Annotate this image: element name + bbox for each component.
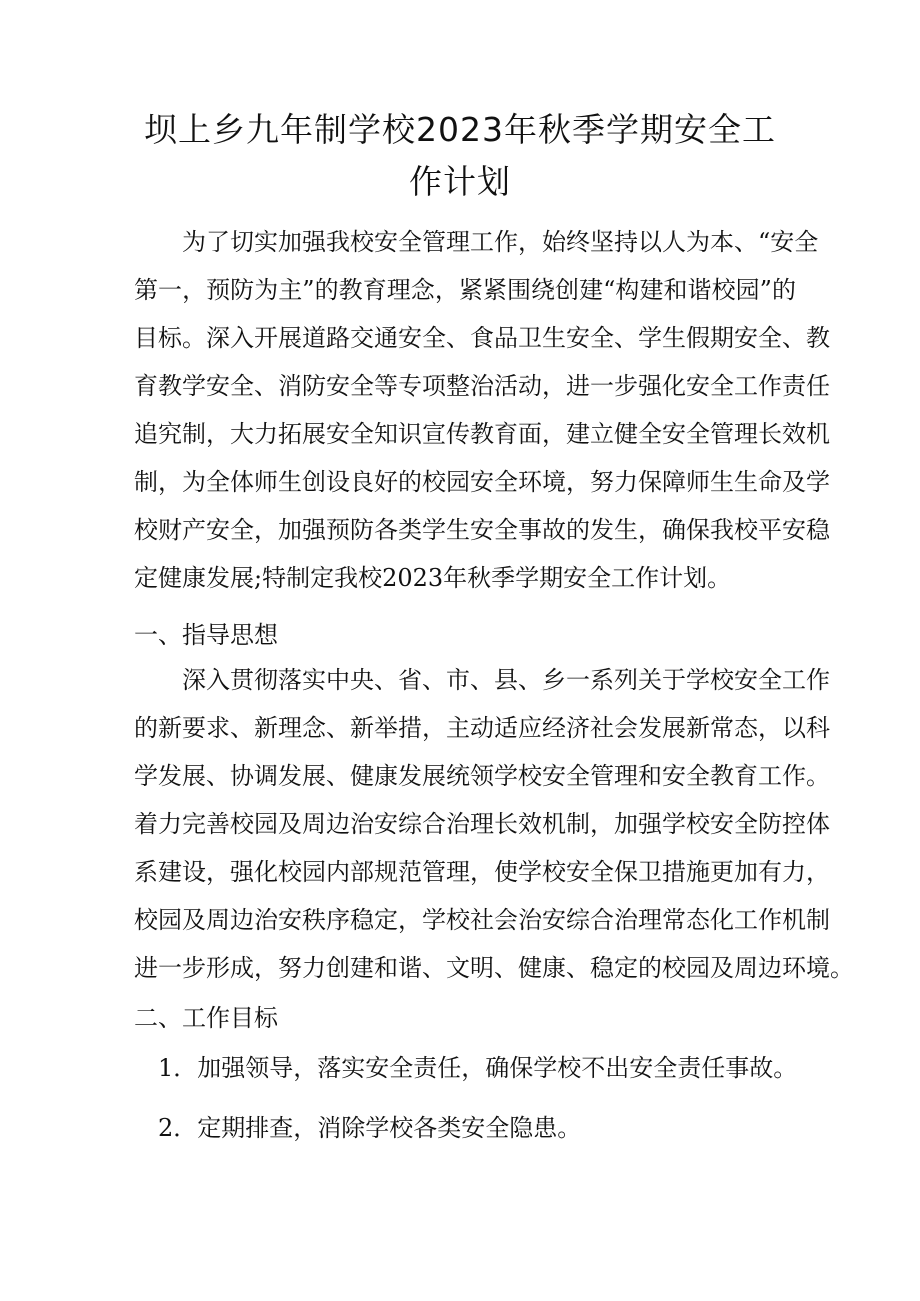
document-title-line-2: 作计划: [409, 162, 511, 201]
section1-line: 深入贯彻落实中央、省、市、县、乡一系列关于学校安全工作: [182, 666, 830, 694]
intro-line: 育教学安全、消防安全等专项整治活动，进一步强化安全工作责任: [134, 372, 830, 400]
section1-line: 校园及周边治安秩序稳定，学校社会治安综合治理常态化工作机制: [134, 906, 830, 934]
section1-line: 学发展、协调发展、健康发展统领学校安全管理和安全教育工作。: [134, 762, 830, 790]
section-heading-guiding-ideology: 一、指导思想: [134, 621, 278, 649]
intro-line: 制，为全体师生创设良好的校园安全环境，努力保障师生生命及学: [134, 468, 830, 496]
section1-line: 进一步形成，努力创建和谐、文明、健康、稳定的校园及周边环境。: [134, 954, 854, 982]
goal-list-item-1: 1．加强领导，落实安全责任，确保学校不出安全责任事故。: [158, 1054, 798, 1082]
intro-line-last: 定健康发展;特制定我校2023年秋季学期安全工作计划。: [134, 564, 732, 592]
document-title-line-1: 坝上乡九年制学校2023年秋季学期安全工: [144, 110, 776, 149]
section1-line: 着力完善校园及周边治安综合治理长效机制，加强学校安全防控体: [134, 810, 830, 838]
intro-line: 为了切实加强我校安全管理工作，始终坚持以人为本、“安全: [182, 228, 819, 256]
section-heading-work-goals: 二、工作目标: [134, 1004, 278, 1032]
intro-line: 校财产安全，加强预防各类学生安全事故的发生，确保我校平安稳: [134, 516, 830, 544]
intro-line: 第一，预防为主”的教育理念，紧紧围绕创建“构建和谐校园”的: [134, 276, 796, 304]
intro-line: 目标。深入开展道路交通安全、食品卫生安全、学生假期安全、教: [134, 324, 830, 352]
section1-line: 的新要求、新理念、新举措，主动适应经济社会发展新常态，以科: [134, 714, 830, 742]
section1-line: 系建设，强化校园内部规范管理，使学校安全保卫措施更加有力，: [134, 858, 830, 886]
goal-list-item-2: 2．定期排查，消除学校各类安全隐患。: [158, 1114, 582, 1142]
intro-line: 追究制，大力拓展安全知识宣传教育面，建立健全安全管理长效机: [134, 420, 830, 448]
